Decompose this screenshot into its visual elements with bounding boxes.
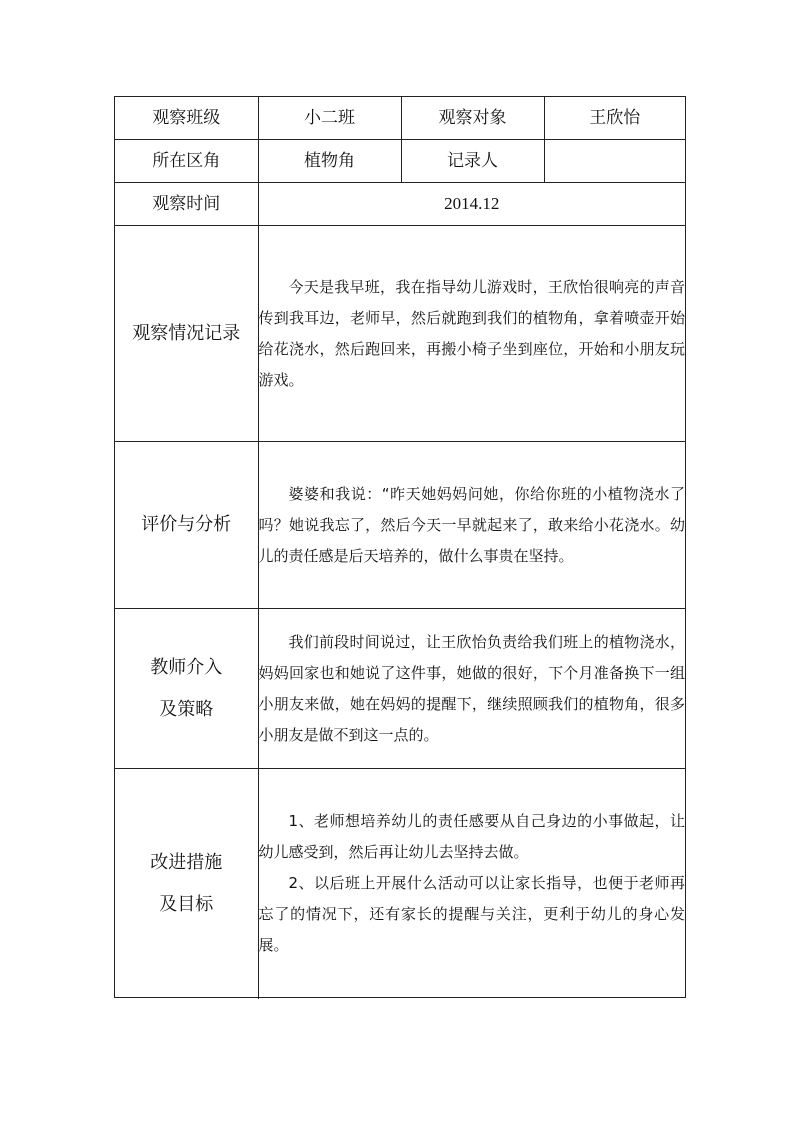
target-value: 王欣怡 (544, 97, 685, 140)
row-analysis (115, 442, 685, 609)
recorder-value (544, 140, 685, 183)
recorder-label: 记录人 (401, 140, 544, 183)
improvement-paragraph-2: 2、以后班上开展什么活动可以让家长指导，也便于老师再忘了的情况下，还有家长的提醒与关注，更利于幼儿的身心发展。 (258, 874, 685, 955)
record-paragraph: 今天是我早班，我在指导幼儿游戏时，王欣怡很响亮的声音传到我耳边，老师早，然后就跑到我们的植物角，拿着喷壶开始给花浇水，然后跑回来，再搬小椅子坐到座位，开始和小朋友玩游戏。 (258, 277, 685, 389)
row-record (115, 226, 685, 442)
class-label: 观察班级 (115, 97, 258, 140)
time-value: 2014.12 (258, 183, 685, 226)
observation-table (115, 97, 685, 999)
intervention-label-line2: 及策略 (159, 698, 214, 720)
analysis-paragraph: 婆婆和我说：“昨天她妈妈问她，你给你班的小植物浇水了吗？她说我忘了，然后今天一早就起来了，敢来给小花浇水。幼儿的责任感是后天培养的，做什么事贵在坚持。 (258, 484, 685, 565)
class-value: 小二班 (258, 97, 401, 140)
row-class-target (115, 97, 685, 140)
time-label: 观察时间 (115, 183, 258, 226)
observation-record-sheet (114, 96, 686, 998)
row-area-recorder (115, 140, 685, 183)
intervention-label (115, 609, 258, 769)
record-label: 观察情况记录 (115, 226, 258, 442)
improvement-content (258, 769, 685, 999)
improvement-label-line1: 改进措施 (150, 851, 223, 873)
row-time (115, 183, 685, 226)
improvement-label (115, 769, 258, 999)
analysis-content (258, 442, 685, 609)
intervention-paragraph: 我们前段时间说过，让王欣怡负责给我们班上的植物浇水，妈妈回家也和她说了这件事，她做的很好，下个月准备换下一组小朋友来做，她在妈妈的提醒下，继续照顾我们的植物角，很多小朋友是做不到这一点的。 (258, 632, 685, 744)
record-content (258, 226, 685, 442)
improvement-label-line2: 及目标 (159, 893, 214, 915)
intervention-label-line1: 教师介入 (150, 656, 223, 678)
row-improvement (115, 769, 685, 999)
area-label: 所在区角 (115, 140, 258, 183)
row-intervention (115, 609, 685, 769)
area-value: 植物角 (258, 140, 401, 183)
analysis-label: 评价与分析 (115, 442, 258, 609)
improvement-paragraph-1: 1、老师想培养幼儿的责任感要从自己身边的小事做起，让幼儿感受到，然后再让幼儿去坚持去做。 (258, 812, 685, 862)
target-label: 观察对象 (401, 97, 544, 140)
intervention-content (258, 609, 685, 769)
